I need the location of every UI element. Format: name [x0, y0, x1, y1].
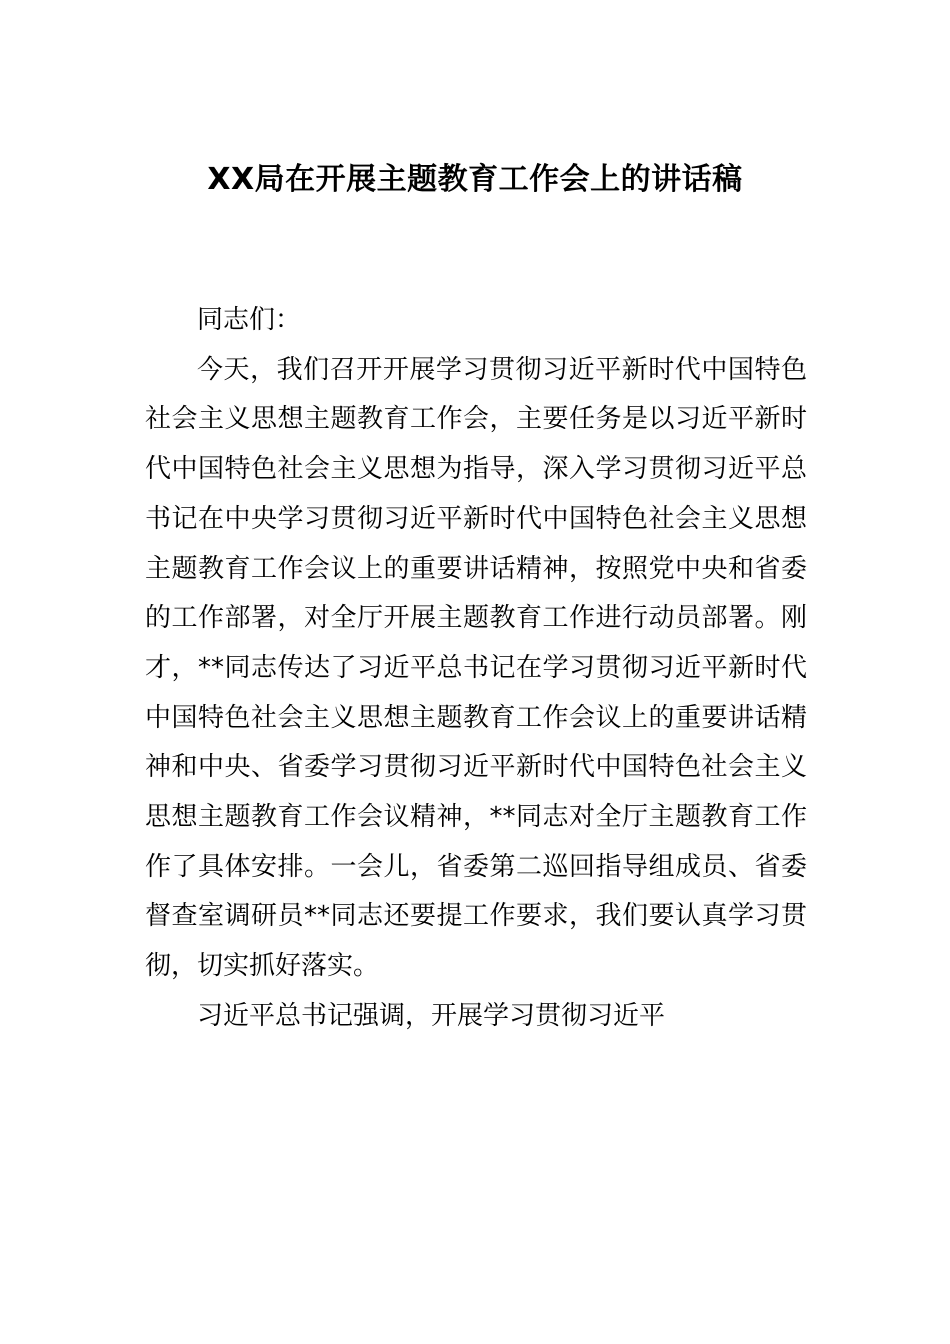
salutation-paragraph: 同志们：: [197, 305, 302, 335]
body-paragraph: 习近平总书记强调，开展学习贯彻习近平: [197, 1000, 666, 1031]
body-paragraph: 今天，我们召开开展学习贯彻习近平新时代中国特色社会主义思想主题教育工作会，主要任务是以习近平新时代中国特色社会主义思想为指导，深入学习贯彻习近平总书记在中央学习贯彻习近平新时代中国特色社会主义思想主题教育工作会议上的重要讲话精神，按照党中央和省委的工作部署，对全厅开展主题教育工作进行动员部署。刚才，**同志传达了习近平总书记在学习贯彻习近平新时代中国特色社会主义思想主题教育工作会议上的重要讲话精神和中央、省委学习贯彻习近平新时代中国特色社会主义思想主题教育工作会议精神，**同志对全厅主题教育工作作了具体安排。一会儿，省委第二巡回指导组成员、省委督查室调研员**同志还要提工作要求，我们要认真学习贯彻，切实抓好落实。: [145, 354, 807, 982]
document-body: [145, 296, 807, 1042]
document-title: XX局在开展主题教育工作会上的讲话稿: [207, 162, 743, 197]
